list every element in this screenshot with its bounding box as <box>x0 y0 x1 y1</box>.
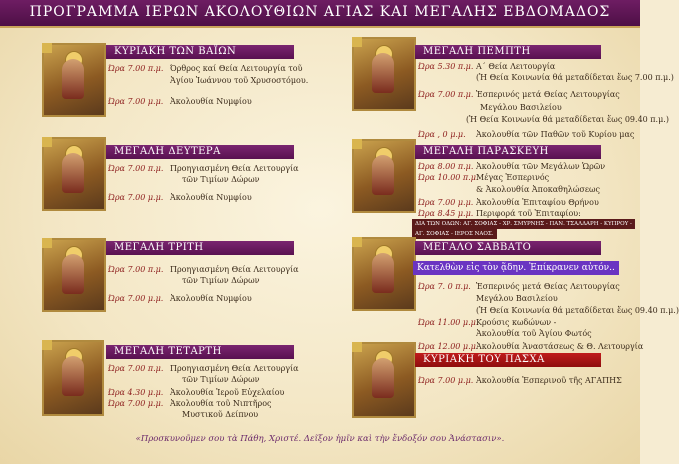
section-banner: ΜΕΓΑΛΟ ΣΑΒΒΑΤΟ <box>415 241 601 255</box>
section-banner: ΜΕΓΑΛΗ ΔΕΥΤΕΡΑ <box>106 145 294 159</box>
page-title: ΠΡΟΓΡΑΜΜΑ ΙΕΡΩΝ ΑΚΟΛΟΥΘΙΩΝ ΑΓΙΑΣ ΚΑΙ ΜΕΓΑΛΗΣ ΕΒΔΟΜΑΔΟΣ <box>29 4 611 20</box>
section-banner: ΜΕΓΑΛΗ ΤΡΙΤΗ <box>106 241 294 255</box>
resurrection-icon <box>352 342 416 418</box>
section-banner: ΜΕΓΑΛΗ ΠΑΡΑΣΚΕΥΗ <box>415 145 601 159</box>
christ-bridegroom-icon <box>42 137 106 211</box>
holy-tuesday-icon <box>42 238 106 312</box>
procession-route-note: ΑΓ. ΣΟΦΙΑΣ - ΙΕΡΟΣ ΝΑΟΣ. <box>412 229 497 239</box>
holy-wednesday-icon <box>42 340 104 416</box>
section-banner: ΜΕΓΑΛΗ ΤΕΤΑΡΤΗ <box>106 345 294 359</box>
palm-sunday-icon <box>42 43 106 117</box>
section-banner: ΜΕΓΑΛΗ ΠΕΜΠΤΗ <box>415 45 601 59</box>
section-banner: ΚΥΡΙΑΚΗ ΤΟΥ ΠΑΣΧΑ <box>415 353 601 367</box>
footer-hymn: «Προσκυνοῦμεν σου τὰ Πάθη, Χριστέ. Δεῖξον ἡμῖν καὶ τὴν ἔνδοξόν σου Ἀνάστασιν». <box>135 434 505 444</box>
procession-route-note: ΔΙΑ ΤΩΝ ΟΔΩΝ: ΑΓ. ΣΟΦΙΑΣ - ΧΡ. ΣΜΥΡΝΗΣ - ΠΑΝ. ΤΣΑΛΔΑΡΗ - ΚΥΠΡΟΥ - <box>412 219 635 229</box>
deposition-icon <box>352 139 416 213</box>
holy-saturday-icon <box>352 237 416 311</box>
title-bar <box>0 0 640 28</box>
hymn-highlight: Κατελθὼν εἰς τὸν ᾅδην. Ἐπίκρανεν αὐτόν.. <box>413 261 619 275</box>
crucifixion-icon <box>352 37 416 111</box>
section-banner: ΚΥΡΙΑΚΗ ΤΩΝ ΒΑΪΩΝ <box>106 45 294 59</box>
